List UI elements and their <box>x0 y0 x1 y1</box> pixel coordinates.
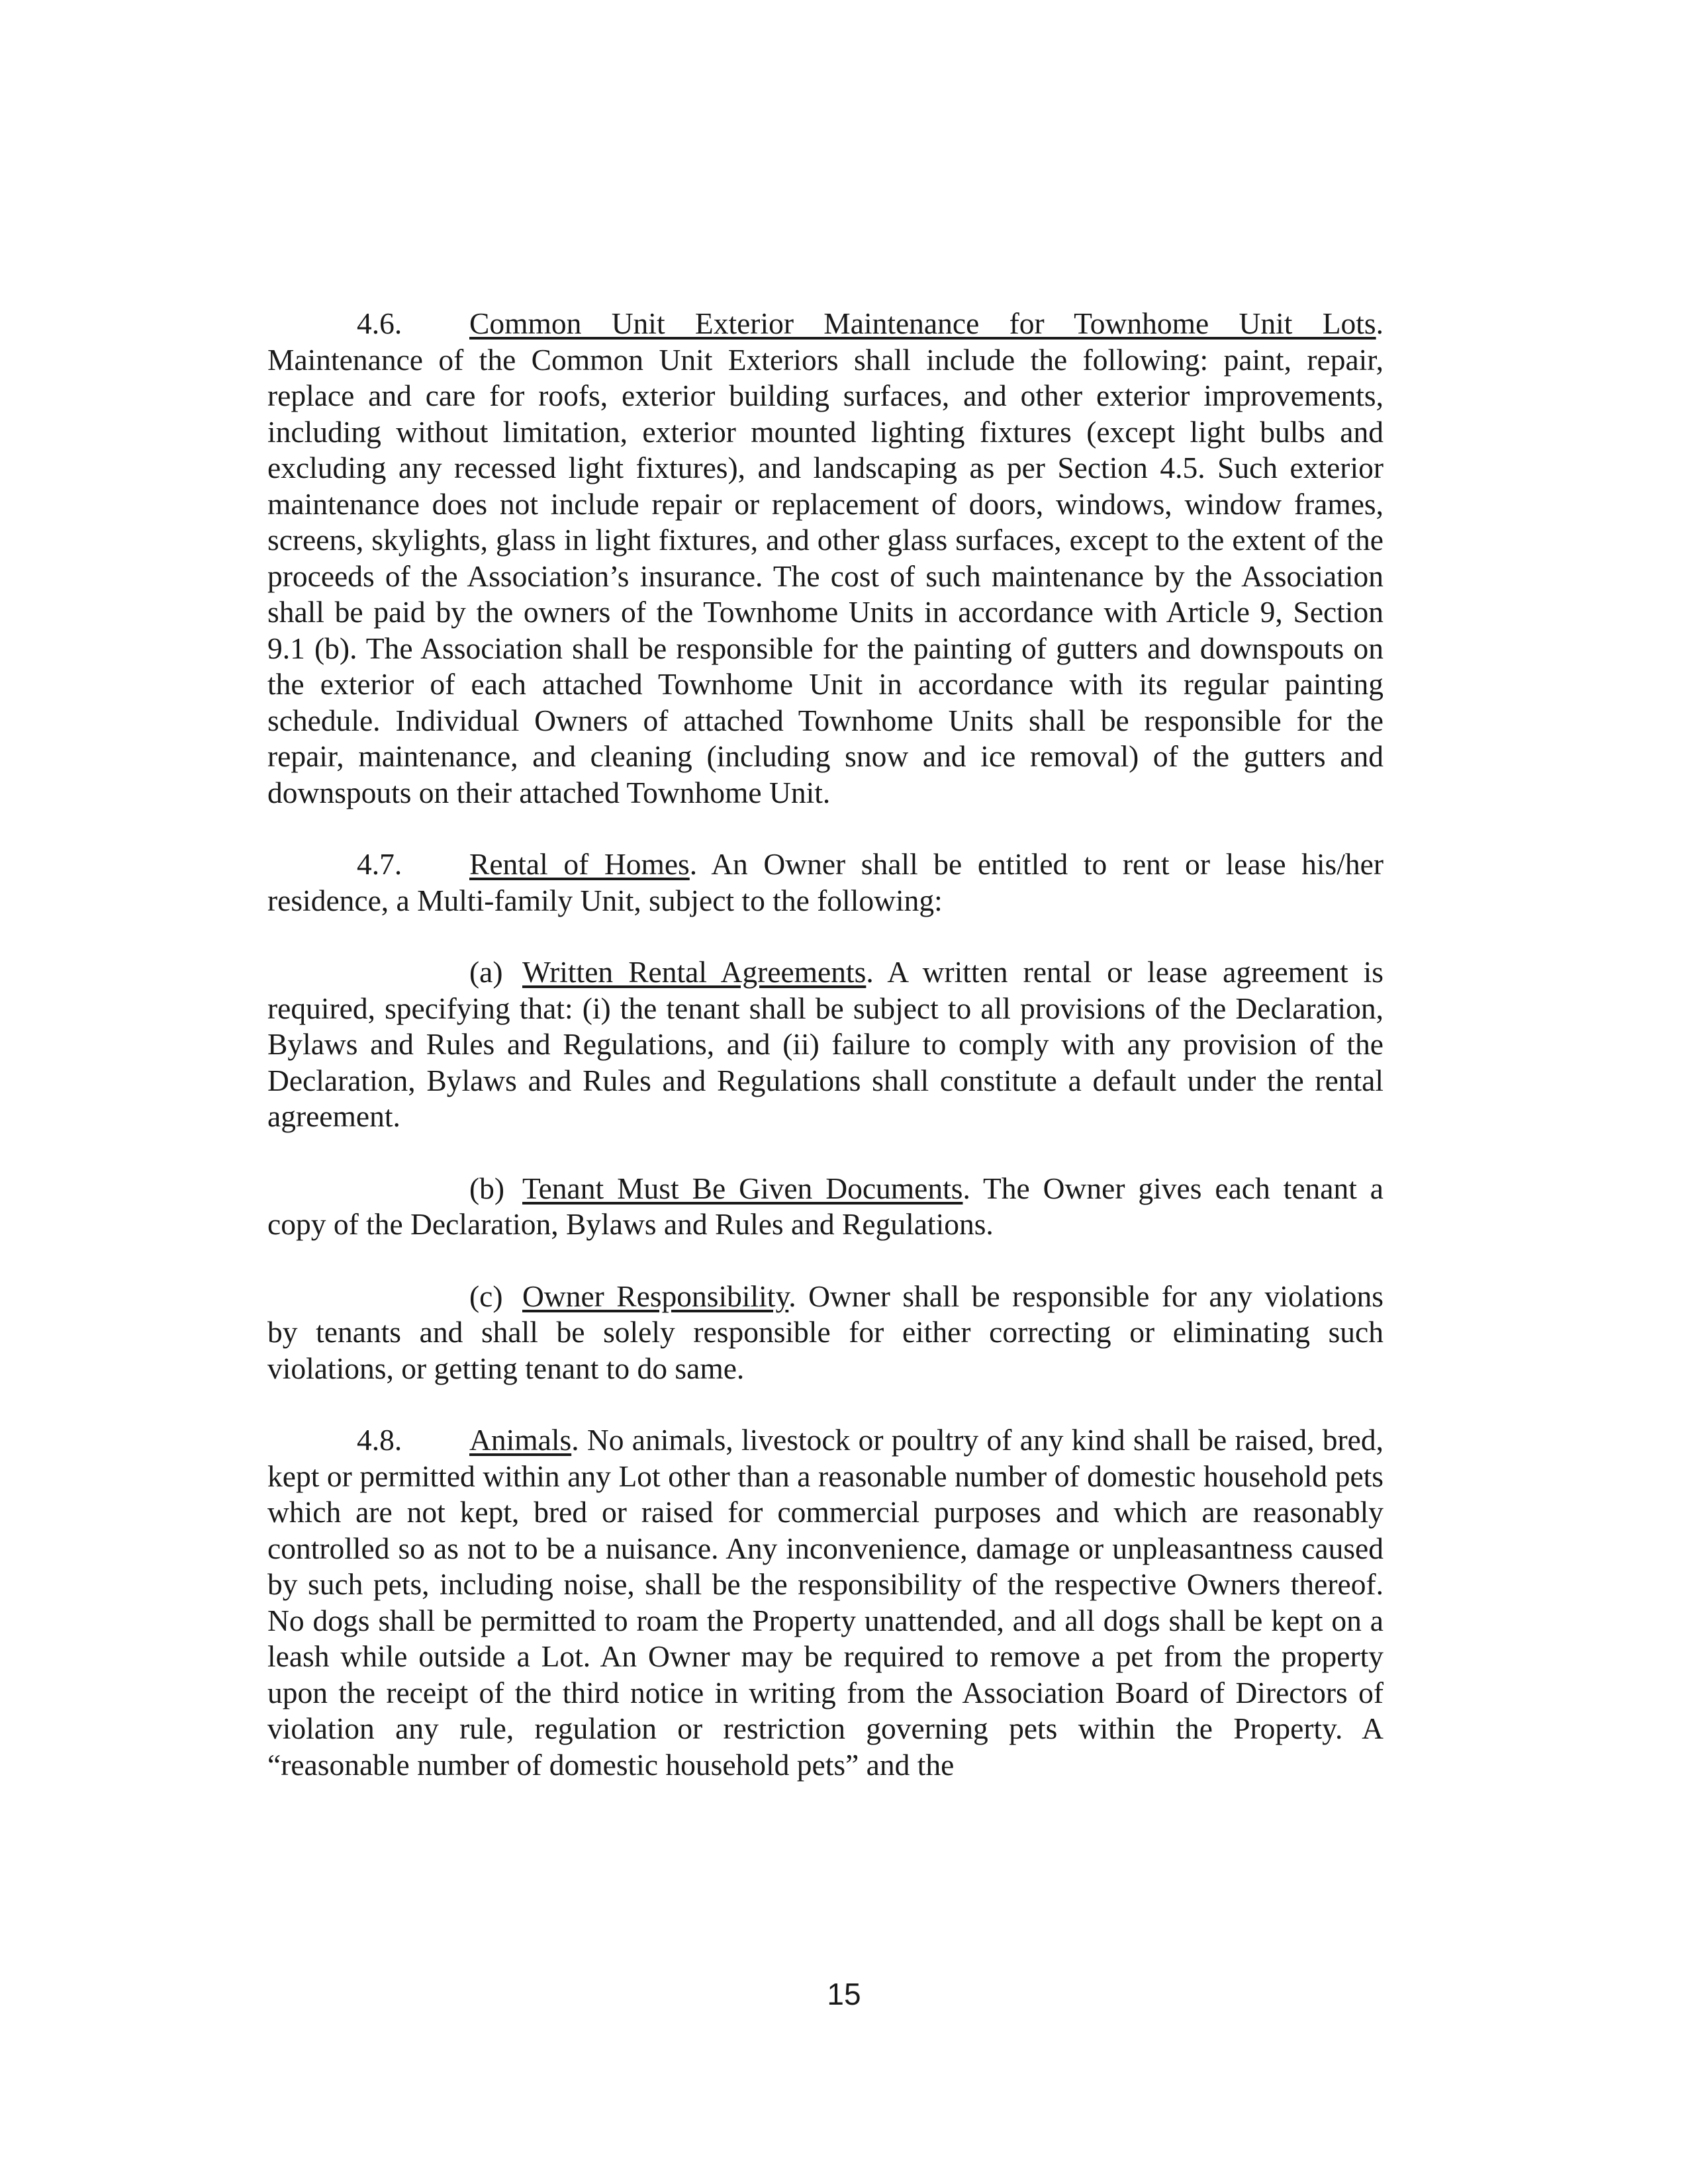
section-heading: Common Unit Exterior Maintenance for Townhome Unit Lots <box>469 306 1376 340</box>
section-4-7 <box>267 846 1383 919</box>
subsection-body: . Owner shall be responsible for any violations by tenants and shall be solely responsible for either correcting or eliminating such violations, or getting tenant to do same. <box>267 1279 1383 1385</box>
subsection-heading: Owner Responsibility <box>522 1279 789 1313</box>
subsection-label: (b) <box>469 1171 505 1205</box>
section-body: . An Owner shall be entitled to rent or lease his/her residence, a Multi-family Unit, subject to the following: <box>267 847 1383 917</box>
subsection-body: . The Owner gives each tenant a copy of the Declaration, Bylaws and Rules and Regulations. <box>267 1171 1383 1241</box>
section-number: 4.8. <box>357 1423 402 1457</box>
section-heading: Rental of Homes <box>469 847 690 881</box>
subsection-label: (c) <box>469 1279 503 1313</box>
subsection-label: (a) <box>469 955 503 989</box>
page-number: 15 <box>827 1977 861 2011</box>
section-heading: Animals <box>469 1423 572 1457</box>
section-body: . Maintenance of the Common Unit Exteriors shall include the following: paint, repair, replace and care for roofs, exterior building surfaces, and other exterior improvements, including without limitation, exterior mounted lighting fixtures (except light bulbs and excluding any recessed light fixtures), and landscaping as per Section 4.5. Such exterior maintenance does not include repair or replacement of doors, windows, window frames, screens, skylights, glass in light fixtures, and other glass surfaces, except to the extent of the proceeds of the Association’s insurance. The cost of such maintenance by the Association shall be paid by the owners of the Townhome Units in accordance with Article 9, Section 9.1 (b). The Association shall be responsible for the painting of gutters and downspouts on the exterior of each attached Townhome Unit in accordance with its regular painting schedule. Individual Owners of attached Townhome Units shall be responsible for the repair, maintenance, and cleaning (including snow and ice removal) of the gutters and downspouts on their attached Townhome Unit. <box>267 306 1383 809</box>
subsection-4-7-c <box>267 1279 1383 1387</box>
document-page <box>267 306 1383 1783</box>
section-number: 4.7. <box>357 847 402 881</box>
subsection-heading: Tenant Must Be Given Documents <box>522 1171 963 1205</box>
subsection-heading: Written Rental Agreements <box>522 955 867 989</box>
section-body: . No animals, livestock or poultry of any kind shall be raised, bred, kept or permitted within any Lot other than a reasonable number of domestic household pets which are not kept, bred or raised for commercial purposes and which are reasonably controlled so as not to be a nuisance. Any inconvenience, damage or unpleasantness caused by such pets, including noise, shall be the responsibility of the respective Owners thereof. No dogs shall be permitted to roam the Property unattended, and all dogs shall be kept on a leash while outside a Lot. An Owner may be required to remove a pet from the property upon the receipt of the third notice in writing from the Association Board of Directors of violation any rule, regulation or restriction governing pets within the Property. A “reasonable number of domestic household pets” and the <box>267 1423 1383 1782</box>
section-4-8 <box>267 1422 1383 1783</box>
subsection-4-7-b <box>267 1171 1383 1243</box>
section-number: 4.6. <box>357 306 402 340</box>
section-4-6 <box>267 306 1383 811</box>
subsection-4-7-a <box>267 954 1383 1135</box>
subsection-body: . A written rental or lease agreement is required, specifying that: (i) the tenant shall be subject to all provisions of the Declaration, Bylaws and Rules and Regulations, and (ii) failure to comply with any provision of the Declaration, Bylaws and Rules and Regulations shall constitute a default under the rental agreement. <box>267 955 1383 1133</box>
